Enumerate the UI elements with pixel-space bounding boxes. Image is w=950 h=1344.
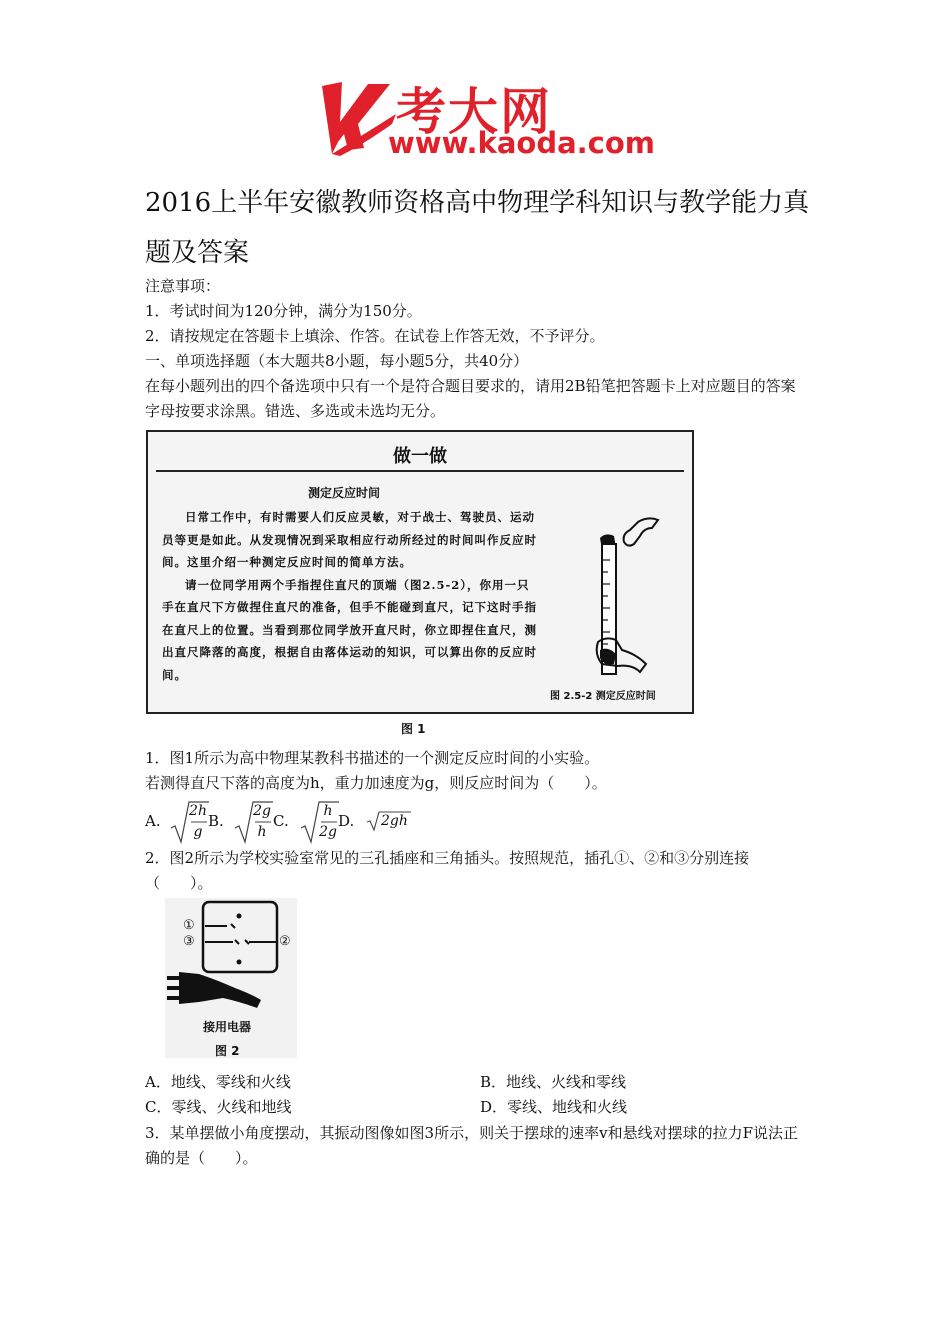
option-letter: D. [338, 812, 355, 830]
figure-2-caption: 接用电器 [203, 1020, 252, 1034]
figure-1-subtitle: 测定反应时间 [308, 486, 381, 500]
answer-option: C．零线、火线和地线 [145, 1098, 292, 1116]
socket-plug-illustration [165, 898, 297, 1018]
radical-expression: 2gh [381, 813, 408, 829]
fraction-numerator: h [323, 803, 333, 819]
figure-1-caption: 图 2.5-2 测定反应时间 [550, 691, 656, 702]
socket-label: ① [183, 918, 195, 933]
answer-option: A．地线、零线和火线 [145, 1073, 291, 1091]
answer-option: B．地线、火线和零线 [480, 1073, 627, 1091]
kaoda-logo [318, 78, 655, 160]
fraction-numerator: 2g [253, 803, 271, 819]
answer-option: D．零线、地线和火线 [480, 1098, 628, 1116]
figure-1 [146, 430, 694, 740]
figure-2 [165, 898, 297, 1058]
figure-1-text [162, 506, 538, 686]
page-title: 2016上半年安徽教师资格高中物理学科知识与教学能力真题及答案 [145, 188, 810, 268]
logo-k-mark [318, 78, 398, 158]
fraction-numerator: 2h [189, 803, 207, 819]
logo-chinese-name: 考大网 [396, 83, 552, 141]
logo-url: www.kaoda.com [388, 126, 655, 160]
section-instruction: 在每小题列出的四个备选项中只有一个是符合题目要求的，请用2B铅笔把答题卡上对应题目的答案字母按要求涂黑。错选、多选或未选均无分。 [145, 377, 796, 420]
figure-1-label: 图 1 [401, 722, 426, 736]
figure-1-header: 做一做 [393, 446, 447, 467]
figure-1-divider [156, 470, 684, 472]
fraction-denominator: 2g [319, 824, 337, 840]
fraction-denominator: h [257, 824, 267, 840]
figure-1-frame [146, 430, 694, 714]
socket-label: ③ [183, 934, 195, 949]
fraction-denominator: g [193, 824, 203, 840]
option-letter: A. [145, 812, 161, 830]
socket-label: ② [279, 934, 291, 949]
figure-1-paragraph: 日常工作中，有时需要人们反应灵敏，对于战士、驾驶员、运动员等更是如此。从发现情况到采取相应行动所经过的时间叫作反应时间。这里介绍一种测定反应时间的简单方法。 [162, 510, 537, 569]
ruler-hand-illustration [588, 514, 688, 684]
figure-1-paragraph: 请一位同学用两个手指捏住直尺的顶端（图2.5-2），你用一只手在直尺下方做捏住直尺的准备，但手不能碰到直尺，记下这时手指在直尺上的位置。当看到那位同学放开直尺时，你立即捏住直尺，测出直尺降落的高度，根据自由落体运动的知识，可以算出你的反应时间。 [162, 577, 537, 682]
notice-item: 1．考试时间为120分钟，满分为150分。 [145, 302, 422, 320]
figure-2-label: 图 2 [215, 1044, 240, 1058]
question-2-stem: 2．图2所示为学校实验室常见的三孔插座和三角插头。按照规范，插孔①、②和③分别连接（ ）。 [145, 849, 750, 892]
notice-heading: 注意事项： [145, 277, 221, 295]
section-heading: 一、单项选择题（本大题共8小题，每小题5分，共40分） [145, 352, 529, 370]
question-1-line: 若测得直尺下落的高度为h，重力加速度为g，则反应时间为（ ）。 [145, 774, 607, 792]
notice-item: 2．请按规定在答题卡上填涂、作答。在试卷上作答无效，不予评分。 [145, 327, 605, 345]
option-letter: B. [208, 812, 224, 830]
question-3-stem: 3．某单摆做小角度摆动，其振动图像如图3所示，则关于摆球的速率v和悬线对摆球的拉力F说法正确的是（ ）。 [145, 1124, 798, 1167]
option-letter: C. [273, 812, 289, 830]
question-1-line: 1．图1所示为高中物理某教科书描述的一个测定反应时间的小实验。 [145, 749, 600, 767]
